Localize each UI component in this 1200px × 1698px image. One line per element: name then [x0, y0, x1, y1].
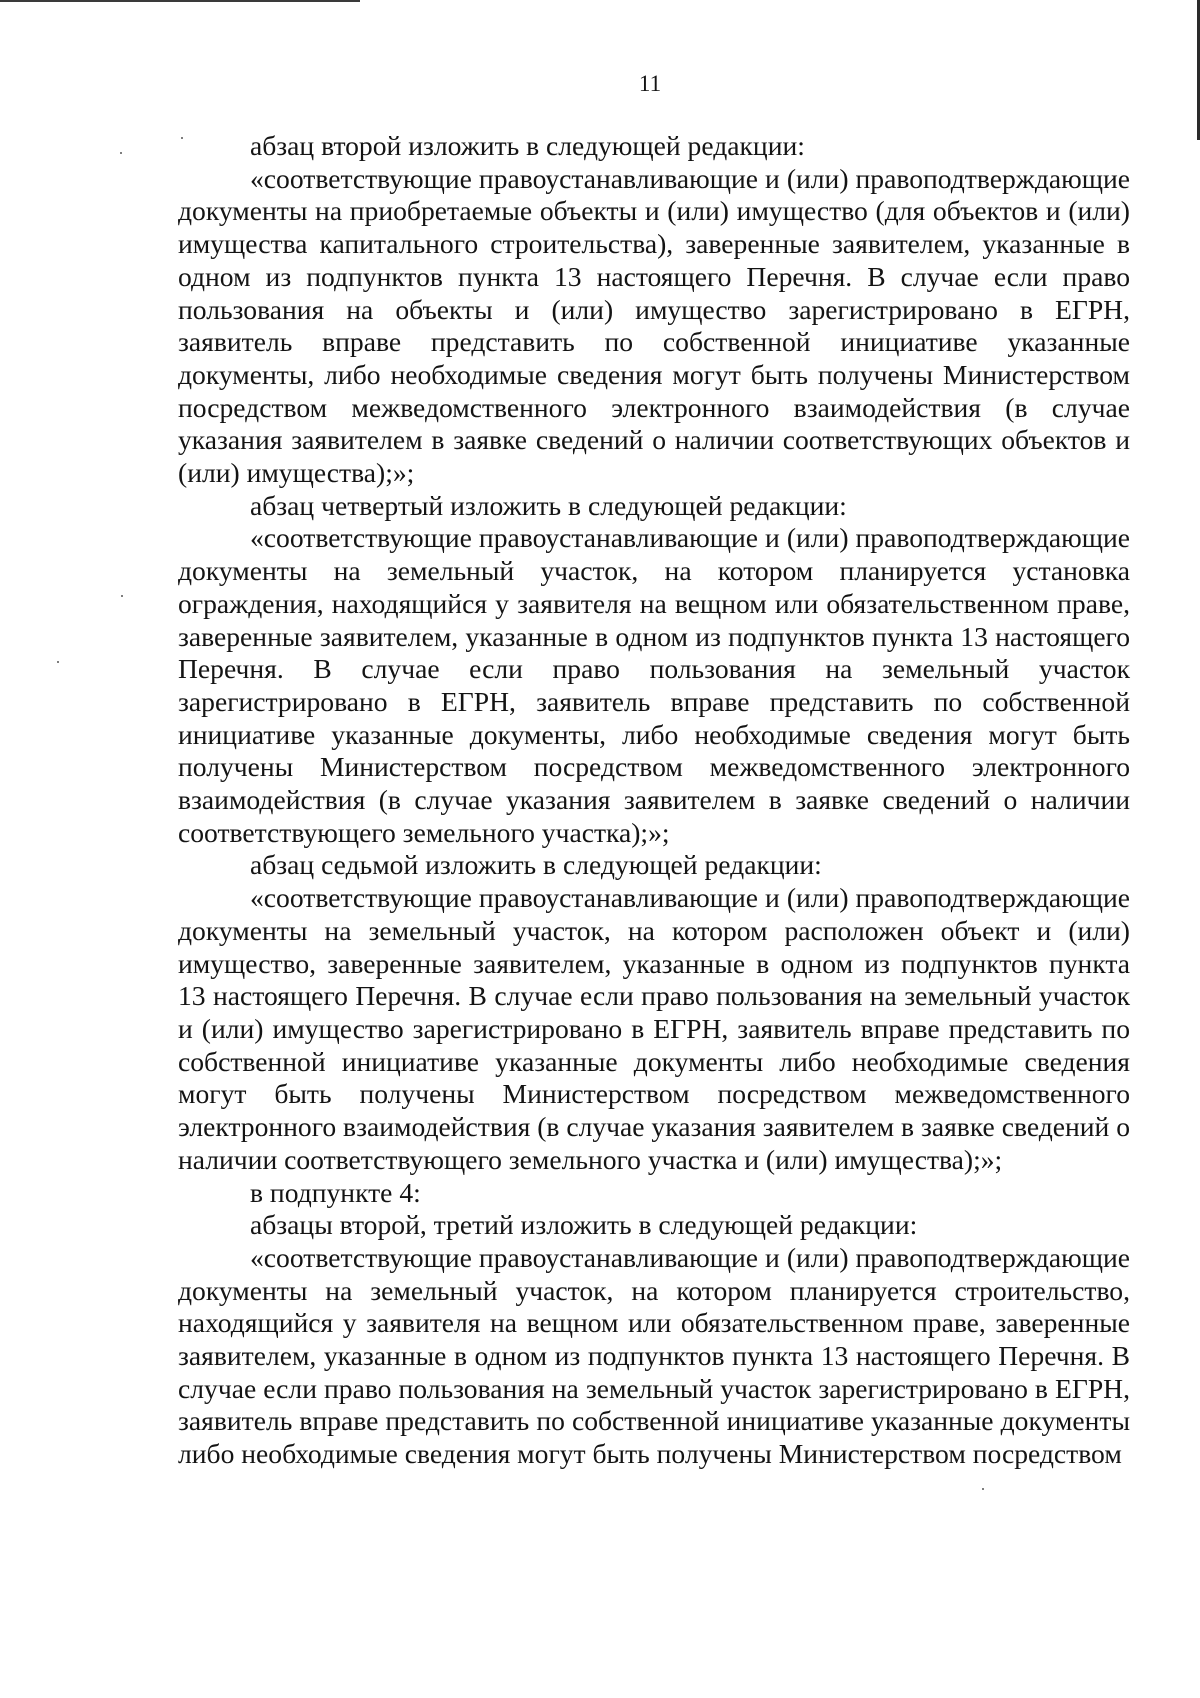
scan-edge-top	[0, 0, 360, 2]
scan-speck	[121, 595, 123, 597]
document-body	[178, 130, 1130, 1471]
page-number: 11	[638, 71, 662, 96]
paragraph-quoted-text: «соответствующие правоустанавливающие и (или) правоподтверждающие документы на земельный участок, на котором планируется установка ограждения, находящийся у заявителя на вещном или обязательственном праве, заверенные заявителем, указанные в одном из подпунктов пункта 13 настоящего Перечня. В случае если право пользования на земельный участок зарегистрировано в ЕГРН, заявитель вправе представить по собственной инициативе указанные документы, либо необходимые сведения могут быть получены Министерством посредством межведомственного электронного взаимодействия (в случае указания заявителем в заявке сведений о наличии соответствующего земельного участка);»;	[178, 522, 1130, 848]
paragraph-quoted-text: «соответствующие правоустанавливающие и (или) правоподтверждающие документы на земельный участок, на котором планируется строительство, находящийся у заявителя на вещном или обязательственном праве, заверенные заявителем, указанные в одном из подпунктов пункта 13 настоящего Перечня. В случае если право пользования на земельный участок зарегистрировано в ЕГРН, заявитель вправе представить по собственной инициативе указанные документы либо необходимые сведения могут быть получены Министерством посредством	[178, 1241, 1130, 1470]
paragraph-quoted-text: «соответствующие правоустанавливающие и (или) правоподтверждающие документы на земельный участок, на котором расположен объект и (или) имущество, заверенные заявителем, указанные в одном из подпунктов пункта 13 настоящего Перечня. В случае если право пользования на земельный участок и (или) имущество зарегистрировано в ЕГРН, заявитель вправе представить по собственной инициативе указанные документы либо необходимые сведения могут быть получены Министерством посредством межведомственного электронного взаимодействия (в случае указания заявителем в заявке сведений о наличии соответствующего земельного участка и (или) имущества);»;	[178, 882, 1130, 1175]
paragraph-instruction: в подпункте 4:	[250, 1176, 421, 1208]
paragraph-quoted-text: «соответствующие правоустанавливающие и (или) правоподтверждающие документы на приобретаемые объекты и (или) имущество (для объектов и (или) имущества капитального строительства), заверенные заявителем, указанные в одном из подпунктов пункта 13 настоящего Перечня. В случае если право пользования на объекты и (или) имущество зарегистрировано в ЕГРН, заявитель вправе представить по собственной инициативе указанные документы, либо необходимые сведения могут быть получены Министерством посредством межведомственного электронного взаимодействия (в случае указания заявителем в заявке сведений о наличии соответствующих объектов и (или) имущества);»;	[178, 162, 1130, 489]
paragraph-instruction: абзацы второй, третий изложить в следующей редакции:	[250, 1209, 918, 1241]
scan-speck	[982, 1488, 984, 1490]
paragraph-instruction: абзац четвертый изложить в следующей редакции:	[250, 489, 847, 521]
scan-speck	[120, 152, 122, 154]
scan-speck	[57, 661, 59, 663]
paragraph-instruction: абзац второй изложить в следующей редакции:	[250, 130, 805, 161]
paragraph-instruction: абзац седьмой изложить в следующей редакции:	[250, 849, 822, 881]
